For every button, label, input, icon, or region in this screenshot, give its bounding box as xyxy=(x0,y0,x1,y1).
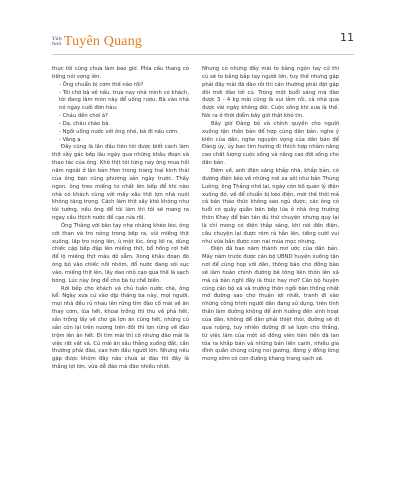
right-column xyxy=(202,66,339,364)
masthead-small xyxy=(52,37,62,50)
dialogue-line: - Ngồi uống nước với ông nhé, bà đi nấu cơm. xyxy=(59,128,179,135)
masthead-small-line2: hoá xyxy=(52,41,62,48)
dialogue-line: - Cháu đến chơi à? xyxy=(59,113,108,120)
paragraph: Điện đã bao năm thành mơ ước của dân bản. Mấy năm trước được cán bộ UBND huyện xuống tận nơi để cùng họp với dân, thông báo cho đồng bào sẽ làm hoàn chỉnh đường bê tông liên thôn lên xã mà cả bản nghĩ đây là thúc hay mơ? Cán bộ huyện cùng cán bộ xã và trưởng thôn ngồi bàn thống nhất mở đường sao cho thuận lợi nhất, tranh đi vào những công trình người dân đang sử dụng, trên tinh thần làm đường không để ảnh hưởng đến sinh hoạt của dân, không để dân phải thiệt thòi, đường sẽ đi qua ruộng, tuy nhiên đường đi sẽ lượn cho thẳng, từ việc làm của một số đồng viên tiên tiến đã lan tỏa ra khắp bản và những bản liền cạnh, nhiều gia đình quân chúng cũng noi gương, đóng ý đồng lòng mong sớm có con đường khang trang sạch sẽ. xyxy=(202,246,339,363)
dialogue-line: - Tôi chờ bà về nấu, trưa nay nhà mình có khách, tôi đang làm món này để uống rượu. Bà vào nhà nó ngay cuối đơn hàu: xyxy=(59,89,189,112)
paragraph: Bây giờ Đảng bộ và chính quyền cho người xuống tận thôn bản để hợp cùng dân bản, nghe ý kiến của dân, nghe nguyện vọng của dân bản để Đảng ủy, ủy ban tìm hướng đi thích hợp nhằm nâng cao chất lượng cuộc sống và nâng cao đời sống cho dân bản. xyxy=(202,120,339,167)
paragraph: thực tôi cũng chưa làm bao giờ. Phía cầu thang có tiếng nói vọng lên. xyxy=(52,66,189,80)
masthead-small-line1: Văn xyxy=(52,35,62,42)
dialogue-line: - Dạ, cháu chào bà. xyxy=(59,120,111,127)
dialogue-line: - Vâng ạ. xyxy=(59,136,83,143)
page-number: 11 xyxy=(340,31,354,44)
paragraph: Nhưng có những đây mài to bằng ngón tay cứ thì củ sẽ to bằng bắp tay người lớn, tuy thế nhưng gặp phải đây mài đã đào rồi thì cán thường phải đặt gặp đôi mới đào tới củ. Trong một buổi sáng mà đào được 3 - 4 kg mài cũng là vui lắm rồi, cả nhà qua được vài ngày không đói. Cuộc sống khi xưa là thế. Nói ra ở thời điểm bây giờ thật khó tin. xyxy=(202,66,339,120)
masthead xyxy=(52,26,142,50)
masthead-title: Tuyên Quang xyxy=(63,34,143,49)
paragraph: Rời bếp cho khách và chủ tuần nước chè, ông kể: Ngày xưa cứ vào dịp tháng ba này, mọi người, mọi nhà đều rủ nhau lên rừng tìm đào cố mài về ăn thay cơm, lúa hết, khoai trồng thì thu về phả hết, sắn trồng lấy về cho gà lợn ăn cũng hết, những củ sắn còn lại trên nương trên đồi thì lợn rừng về đào trộm lên ăn hết. Đi tìm mài thì cố nhưng đào mài là việc rất vất vả. Củ mài ăn sâu thẳng xuống đất, cần thường phải đào, cao hơn đầu người lớn. Nhưng nếu gặp được khóm đây nào chưa ai đào thì đây là thắng lợi lớn, vừa dễ đào mà đào nhiều nhất. xyxy=(52,285,189,371)
left-column xyxy=(52,66,189,372)
paragraph: Đêm về, anh điện sáng khắp nhà, khắp bản, có đường điện kéo về những nơi xa xôi như bản Thung Luông, ông Thắng nhớ lại, ngày còn bố quản lý điện xuống đó, về để chuẩn bị kéo điện, mời thế thôi mà cả bản thao thức không sao ngủ được, các ông có tuổi có quây quần bên bếp lửa ở nhà ông trưởng thôn Khay để bàn tán đủ thứ chuyện nhưng quy lại là chỉ mong có điện thắp sáng, khi nói đến điện, câu chuyện lại được rôm rả hẳn lên, tiếng cười vui như vừa bắn được con nai múa mọc nhưng. xyxy=(202,167,339,245)
header-rule xyxy=(52,54,354,55)
paragraph: Đây cũng là lần đầu tiên tôi được biết cách làm thịt sấy gác bếp lâu ngày qua những khâu đoạn và thao tác của ông. Khô thịt tôi từng nay ông mua hồi năm ngoái ở làn bản Hon trong trang trại kinh thái của ông bạn cũng phương sản ngày trước. Thấy ngon, ông treo miếng to nhất lên bếp để khi nào nhà có khách cùng với mấy xâu thịt lợn nhà nuôi không tăng trọng. Cách làm thịt sấy khô không như tôi tưởng, nếu ông để tôi làm thì tôi sẽ mang ra ngay cầu thịch nước để cạo rửa rồi. xyxy=(52,144,189,222)
paragraph: Ông Thắng với bàn tay nhẹ nhàng khéo léo, ông cời than và tro nóng trong bếp ra, vùi miếng thịt xuống, lấp tro nóng lên, ủ một lúc, ông lôi ra, dùng chiếc cặp bếp đập lên miếng thịt, bổ hồng rơi hết để lộ miếng thịt màu đỏ sẫm. Xong khâu đoạn đó ông bỏ vào chiếc nồi nhôm, đổ nước đang sôi sục vào, miếng thịt lên, lấy dao nhỏ cạo qua thế là sạch bóng. Lúc này ông để cho bà tự chế biến. xyxy=(52,222,189,284)
dialogue-line: - Ông chuẩn bị cơm thế nào rồi? xyxy=(59,81,144,88)
